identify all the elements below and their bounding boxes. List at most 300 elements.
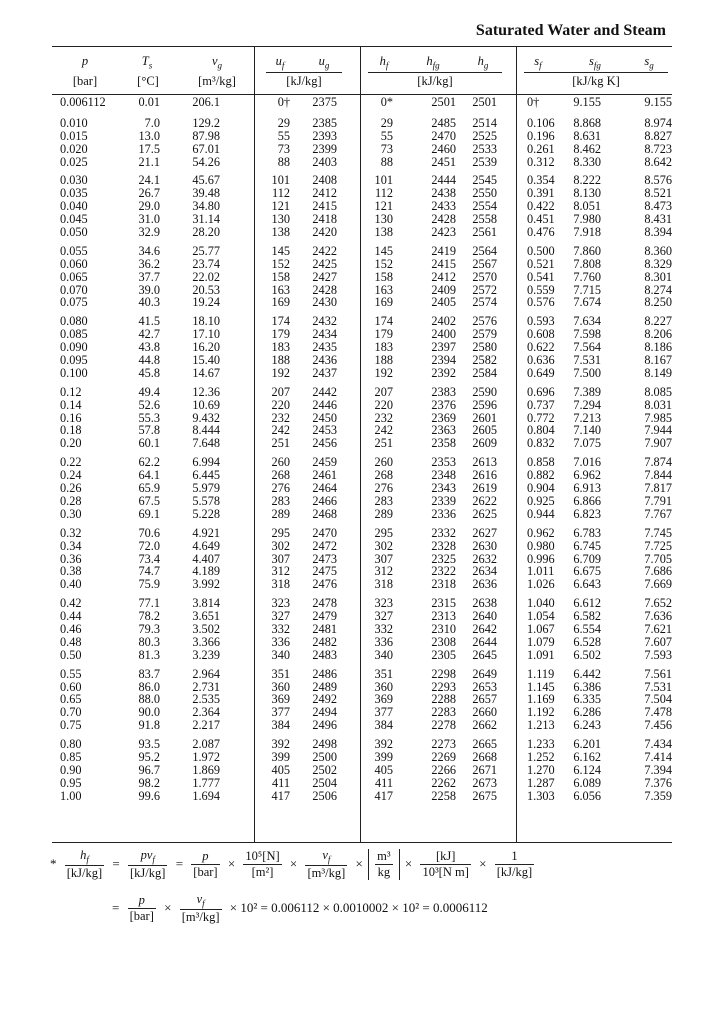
cell-hg: 2567 <box>472 256 497 271</box>
page-title: Saturated Water and Steam <box>475 22 666 39</box>
cell-hg: 2580 <box>472 340 497 355</box>
cell-vg: 54.26 <box>192 154 220 169</box>
cell-p: 0.65 <box>60 692 82 707</box>
cell-p: 0.090 <box>60 340 88 355</box>
cell-hg: 2627 <box>472 525 497 540</box>
cell-hfg: 2273 <box>431 737 456 752</box>
cell-ug: 2492 <box>312 692 337 707</box>
cell-uf: 392 <box>271 737 290 752</box>
cell-hg: 2657 <box>472 692 497 707</box>
cell-ts: 65.9 <box>138 481 160 496</box>
cell-sfg: 7.598 <box>573 327 601 342</box>
cell-uf: 192 <box>271 365 290 380</box>
cell-ts: 91.8 <box>138 718 160 733</box>
cell-sfg: 6.709 <box>573 551 601 566</box>
cell-sf: 1.192 <box>527 705 555 720</box>
cell-sfg: 8.130 <box>573 186 601 201</box>
cell-ug: 2403 <box>312 154 337 169</box>
cell-p: 0.20 <box>60 436 82 451</box>
cell-sg: 8.473 <box>644 199 672 214</box>
cell-p: 0.75 <box>60 718 82 733</box>
cell-ts: 70.6 <box>138 525 160 540</box>
table-row <box>52 96 672 109</box>
cell-sg: 7.705 <box>644 551 672 566</box>
cell-p: 1.00 <box>60 788 82 803</box>
cell-uf: 251 <box>271 436 290 451</box>
cell-vg: 12.36 <box>192 384 220 399</box>
cell-sfg: 6.201 <box>573 737 601 752</box>
cell-uf: 188 <box>271 353 290 368</box>
cell-sfg: 6.442 <box>573 666 601 681</box>
cell-sg: 7.745 <box>644 525 672 540</box>
cell-uf: 101 <box>271 173 290 188</box>
cell-vg: 4.649 <box>192 538 220 553</box>
cell-hf: 101 <box>374 173 393 188</box>
cell-hfg: 2402 <box>431 314 456 329</box>
cell-sfg: 8.868 <box>573 115 601 130</box>
cell-hf: 163 <box>374 282 393 297</box>
cell-vg: 1.777 <box>192 775 220 790</box>
cell-ts: 24.1 <box>138 173 160 188</box>
cell-vg: 19.24 <box>192 295 220 310</box>
cell-hfg: 2394 <box>431 353 456 368</box>
cell-ts: 98.2 <box>138 775 160 790</box>
cell-ts: 77.1 <box>138 596 160 611</box>
cell-uf: 307 <box>271 551 290 566</box>
frac-ten5: $\frac{\text{10⁵[N]}}{\text{[m²]}}$ <box>245 848 280 879</box>
footnote-line-1: * $\frac{h_f}{[kJ/kg]}$ = $\frac{pv_f}{[kJ/kg]}$ = $\frac{p}{\text{[bar]}}$ × $\frac{\text{10⁵[N]}}{\text{[m²]}}$ × $\frac{v_f}{\text{[m³/kg]}}$ × $\frac{\text{m³}}{kg}$ × $\frac{[kJ]}{\text{10³[N m]}}$ × $\frac{1}{[kJ/kg]}$ <box>50 848 533 880</box>
cell-ug: 2476 <box>312 577 337 592</box>
cell-sg: 7.359 <box>644 788 672 803</box>
table-bottom-rule <box>52 842 672 843</box>
cell-ts: 86.0 <box>138 679 160 694</box>
cell-ts: 37.7 <box>138 269 160 284</box>
cell-ts: 41.5 <box>138 314 160 329</box>
cell-ts: 74.7 <box>138 564 160 579</box>
cell-uf: 411 <box>272 775 290 790</box>
cell-sfg: 6.286 <box>573 705 601 720</box>
cell-p: 0.020 <box>60 141 88 156</box>
cell-vg: 6.445 <box>192 468 220 483</box>
cell-hfg: 2336 <box>431 506 456 521</box>
header-s-span <box>524 54 668 73</box>
cell-hf: 192 <box>374 365 393 380</box>
cell-hfg: 2444 <box>431 173 456 188</box>
cell-hfg: 2353 <box>431 455 456 470</box>
table-row <box>52 271 672 284</box>
footnote-result: × 10² = 0.006112 × 0.0010002 × 10² = 0.0006112 <box>229 900 488 916</box>
cell-sg: 7.636 <box>644 609 672 624</box>
table-row <box>52 527 672 540</box>
cell-uf: 55 <box>277 128 290 143</box>
table-row <box>52 354 672 367</box>
cell-ts: 52.6 <box>138 397 160 412</box>
cell-hfg: 2415 <box>431 256 456 271</box>
table-row <box>52 143 672 156</box>
cell-vg: 34.80 <box>192 199 220 214</box>
header-p: p <box>81 54 89 68</box>
cell-ts: 72.0 <box>138 538 160 553</box>
cell-uf: 29 <box>277 115 290 130</box>
cell-ug: 2435 <box>312 340 337 355</box>
cell-hf: 0* <box>380 95 393 109</box>
cell-hfg: 2283 <box>431 705 456 720</box>
cell-p: 0.80 <box>60 737 82 752</box>
cell-uf: 318 <box>271 577 290 592</box>
cell-sfg: 8.051 <box>573 199 601 214</box>
cell-uf: 130 <box>271 212 290 227</box>
cell-hfg: 2269 <box>431 749 456 764</box>
cell-sf: 0.261 <box>527 141 555 156</box>
cell-ts: 0.01 <box>138 95 160 109</box>
header-ts-unit: [°C] <box>137 74 159 88</box>
cell-ts: 60.1 <box>138 436 160 451</box>
cell-ug: 2464 <box>312 481 337 496</box>
cell-uf: 145 <box>271 243 290 258</box>
cell-hf: 55 <box>380 128 393 143</box>
cell-ug: 2486 <box>312 666 337 681</box>
cell-hg: 2636 <box>472 577 497 592</box>
cell-vg: 25.77 <box>192 243 220 258</box>
cell-sg: 8.206 <box>644 327 672 342</box>
cell-ts: 17.5 <box>138 141 160 156</box>
header-hfg: $h_{fg}$ <box>426 54 440 71</box>
cell-hf: 174 <box>374 314 393 329</box>
cell-sfg: 7.500 <box>573 365 601 380</box>
cell-sg: 8.394 <box>644 225 672 240</box>
cell-uf: 360 <box>271 679 290 694</box>
cell-vg: 2.964 <box>192 666 220 681</box>
cell-hf: 183 <box>374 340 393 355</box>
cell-p: 0.100 <box>60 365 88 380</box>
table-row <box>52 751 672 764</box>
table-row <box>52 245 672 258</box>
cell-hfg: 2325 <box>431 551 456 566</box>
cell-sf: 0.354 <box>527 173 555 188</box>
cell-hg: 2574 <box>472 295 497 310</box>
cell-ug: 2481 <box>312 621 337 636</box>
cell-hfg: 2409 <box>431 282 456 297</box>
cell-sg: 7.414 <box>644 749 672 764</box>
cell-sg: 7.944 <box>644 423 672 438</box>
cell-p: 0.32 <box>60 525 82 540</box>
cell-sfg: 6.056 <box>573 788 601 803</box>
cell-uf: 121 <box>271 199 290 214</box>
cell-hfg: 2258 <box>431 788 456 803</box>
cell-hf: 88 <box>380 154 393 169</box>
cell-sf: 0.904 <box>527 481 555 496</box>
cell-sg: 8.085 <box>644 384 672 399</box>
cell-ug: 2475 <box>312 564 337 579</box>
cell-ts: 55.3 <box>138 410 160 425</box>
cell-sf: 0.391 <box>527 186 555 201</box>
cell-hfg: 2433 <box>431 199 456 214</box>
cell-hfg: 2419 <box>431 243 456 258</box>
cell-p: 0.006112 <box>60 95 106 109</box>
cell-p: 0.050 <box>60 225 88 240</box>
cell-hf: 302 <box>374 538 393 553</box>
cell-ts: 45.8 <box>138 365 160 380</box>
cell-ts: 62.2 <box>138 455 160 470</box>
footnote-line-2: = $\frac{p}{\text{[bar]}}$ × $\frac{v_f}{\text{[m³/kg]}}$ × 10² = 0.006112 × 0.0010002 × 10² = 0.0006112 <box>112 892 488 924</box>
cell-ts: 26.7 <box>138 186 160 201</box>
cell-hfg: 2310 <box>431 621 456 636</box>
header-hg: $h_g$ <box>477 54 489 71</box>
cell-sf: 1.067 <box>527 621 555 636</box>
cell-hg: 2576 <box>472 314 497 329</box>
cell-hf: 417 <box>374 788 393 803</box>
cell-p: 0.28 <box>60 493 82 508</box>
cell-sf: 1.270 <box>527 762 555 777</box>
cell-hf: 289 <box>374 506 393 521</box>
cell-sfg: 6.913 <box>573 481 601 496</box>
header-u-unit: [kJ/kg] <box>286 74 322 88</box>
cell-ts: 80.3 <box>138 634 160 649</box>
header-vg-unit: [m³/kg] <box>198 74 236 88</box>
cell-sg: 8.186 <box>644 340 672 355</box>
row-group <box>52 96 672 109</box>
cell-sf: 1.011 <box>527 564 555 579</box>
cell-hf: 392 <box>374 737 393 752</box>
cell-sg: 7.791 <box>644 493 672 508</box>
cell-p: 0.34 <box>60 538 82 553</box>
cell-sg: 7.725 <box>644 538 672 553</box>
table-row <box>52 399 672 412</box>
cell-uf: 260 <box>271 455 290 470</box>
cell-ts: 29.0 <box>138 199 160 214</box>
cell-sf: 0.422 <box>527 199 555 214</box>
cell-p: 0.42 <box>60 596 82 611</box>
cell-vg: 129.2 <box>192 115 220 130</box>
cell-ug: 2498 <box>312 737 337 752</box>
table-row <box>52 386 672 399</box>
cell-hg: 2634 <box>472 564 497 579</box>
cell-sf: 1.287 <box>527 775 555 790</box>
cell-sf: 1.303 <box>527 788 555 803</box>
cell-sf: 0.500 <box>527 243 555 258</box>
cell-hg: 2632 <box>472 551 497 566</box>
cell-ts: 75.9 <box>138 577 160 592</box>
cell-hg: 2665 <box>472 737 497 752</box>
cell-sg: 7.817 <box>644 481 672 496</box>
cell-sf: 0.451 <box>527 212 555 227</box>
cell-sf: 1.091 <box>527 647 555 662</box>
cell-hf: 307 <box>374 551 393 566</box>
cell-p: 0.24 <box>60 468 82 483</box>
cell-p: 0.045 <box>60 212 88 227</box>
frac-vf-2: $\frac{v_f}{\text{[m³/kg]}}$ <box>181 892 220 924</box>
cell-ug: 2375 <box>312 95 337 109</box>
cell-hg: 2622 <box>472 493 497 508</box>
cell-vg: 6.994 <box>192 455 220 470</box>
cell-ug: 2422 <box>312 243 337 258</box>
cell-sfg: 6.554 <box>573 621 601 636</box>
cell-sf: 1.079 <box>527 634 555 649</box>
row-group <box>52 456 672 520</box>
cell-uf: 405 <box>271 762 290 777</box>
cell-uf: 369 <box>271 692 290 707</box>
cell-p: 0.12 <box>60 384 82 399</box>
cell-hfg: 2339 <box>431 493 456 508</box>
cell-hfg: 2288 <box>431 692 456 707</box>
table-row <box>52 540 672 553</box>
header-sf: $s_f$ <box>534 54 542 71</box>
cell-hfg: 2308 <box>431 634 456 649</box>
cell-uf: 112 <box>272 186 290 201</box>
cell-sfg: 6.386 <box>573 679 601 694</box>
cell-ts: 31.0 <box>138 212 160 227</box>
cell-p: 0.44 <box>60 609 82 624</box>
cell-vg: 3.992 <box>192 577 220 592</box>
cell-ug: 2461 <box>312 468 337 483</box>
cell-uf: 327 <box>271 609 290 624</box>
cell-sf: 0.312 <box>527 154 555 169</box>
cell-hfg: 2318 <box>431 577 456 592</box>
cell-p: 0.16 <box>60 410 82 425</box>
cell-ts: 34.6 <box>138 243 160 258</box>
cell-ts: 81.3 <box>138 647 160 662</box>
cell-hf: 73 <box>380 141 393 156</box>
cell-ug: 2506 <box>312 788 337 803</box>
cell-sf: 0.476 <box>527 225 555 240</box>
cell-ug: 2466 <box>312 493 337 508</box>
cell-vg: 5.228 <box>192 506 220 521</box>
cell-sfg: 7.918 <box>573 225 601 240</box>
cell-ug: 2482 <box>312 634 337 649</box>
cell-sg: 8.974 <box>644 115 672 130</box>
cell-hf: 323 <box>374 596 393 611</box>
cell-hf: 242 <box>374 423 393 438</box>
cell-hf: 179 <box>374 327 393 342</box>
cell-hfg: 2369 <box>431 410 456 425</box>
cell-vg: 2.535 <box>192 692 220 707</box>
cell-hf: 207 <box>374 384 393 399</box>
cell-uf: 289 <box>271 506 290 521</box>
cell-sfg: 7.860 <box>573 243 601 258</box>
cell-sfg: 7.213 <box>573 410 601 425</box>
cell-sg: 7.874 <box>644 455 672 470</box>
cell-hf: 377 <box>374 705 393 720</box>
cell-vg: 39.48 <box>192 186 220 201</box>
frac-p: $\frac{p}{\text{[bar]}}$ <box>193 848 218 879</box>
cell-p: 0.40 <box>60 577 82 592</box>
cell-p: 0.50 <box>60 647 82 662</box>
cell-sf: 0.832 <box>527 436 555 451</box>
table-top-rule <box>52 46 672 47</box>
cell-hfg: 2501 <box>431 95 456 109</box>
cell-uf: 276 <box>271 481 290 496</box>
cell-sfg: 8.462 <box>573 141 601 156</box>
cell-hfg: 2460 <box>431 141 456 156</box>
cell-p: 0.46 <box>60 621 82 636</box>
cell-hg: 2582 <box>472 353 497 368</box>
cell-hg: 2596 <box>472 397 497 412</box>
header-p-unit: [bar] <box>72 74 98 88</box>
cell-ug: 2473 <box>312 551 337 566</box>
cell-hf: 360 <box>374 679 393 694</box>
cell-uf: 323 <box>271 596 290 611</box>
cell-hfg: 2322 <box>431 564 456 579</box>
cell-sfg: 7.016 <box>573 455 601 470</box>
cell-sf: 0.696 <box>527 384 555 399</box>
cell-sg: 8.031 <box>644 397 672 412</box>
cell-ug: 2399 <box>312 141 337 156</box>
header-ug: $u_g$ <box>318 54 330 71</box>
cell-ts: 57.8 <box>138 423 160 438</box>
cell-ts: 83.7 <box>138 666 160 681</box>
cell-hf: 130 <box>374 212 393 227</box>
cell-sg: 8.329 <box>644 256 672 271</box>
cell-p: 0.025 <box>60 154 88 169</box>
table-row <box>52 226 672 239</box>
cell-hg: 2564 <box>472 243 497 258</box>
cell-hg: 2660 <box>472 705 497 720</box>
cell-p: 0.070 <box>60 282 88 297</box>
cell-hg: 2613 <box>472 455 497 470</box>
cell-p: 0.065 <box>60 269 88 284</box>
cell-hf: 283 <box>374 493 393 508</box>
cell-vg: 1.972 <box>192 749 220 764</box>
cell-ts: 90.0 <box>138 705 160 720</box>
cell-sfg: 7.674 <box>573 295 601 310</box>
cell-uf: 174 <box>271 314 290 329</box>
cell-hfg: 2400 <box>431 327 456 342</box>
cell-ug: 2434 <box>312 327 337 342</box>
cell-sg: 7.478 <box>644 705 672 720</box>
cell-hfg: 2328 <box>431 538 456 553</box>
cell-p: 0.030 <box>60 173 88 188</box>
cell-vg: 10.69 <box>192 397 220 412</box>
cell-hfg: 2293 <box>431 679 456 694</box>
cell-ug: 2427 <box>312 269 337 284</box>
cell-hfg: 2438 <box>431 186 456 201</box>
frac-one: $\frac{1}{[kJ/kg]}$ <box>496 848 533 879</box>
cell-uf: 152 <box>271 256 290 271</box>
cell-sf: 0.858 <box>527 455 555 470</box>
cell-ts: 73.4 <box>138 551 160 566</box>
cell-sf: 0.106 <box>527 115 555 130</box>
cell-vg: 4.407 <box>192 551 220 566</box>
cell-hg: 2601 <box>472 410 497 425</box>
cell-hf: 312 <box>374 564 393 579</box>
cell-vg: 3.651 <box>192 609 220 624</box>
cell-vg: 4.921 <box>192 525 220 540</box>
cell-sg: 7.504 <box>644 692 672 707</box>
cell-hf: 268 <box>374 468 393 483</box>
cell-p: 0.90 <box>60 762 82 777</box>
cell-sf: 0.944 <box>527 506 555 521</box>
cell-hfg: 2332 <box>431 525 456 540</box>
cell-vg: 3.239 <box>192 647 220 662</box>
cell-p: 0.85 <box>60 749 82 764</box>
cell-ug: 2442 <box>312 384 337 399</box>
cell-hfg: 2423 <box>431 225 456 240</box>
cell-p: 0.38 <box>60 564 82 579</box>
cell-ug: 2418 <box>312 212 337 227</box>
header-sfg: $s_{fg}$ <box>589 54 601 71</box>
table-row <box>52 649 672 662</box>
cell-ug: 2425 <box>312 256 337 271</box>
table-row <box>52 764 672 777</box>
cell-sf: 0.521 <box>527 256 555 271</box>
cell-hf: 152 <box>374 256 393 271</box>
cell-hf: 121 <box>374 199 393 214</box>
cell-vg: 28.20 <box>192 225 220 240</box>
cell-hf: 351 <box>374 666 393 681</box>
cell-hfg: 2383 <box>431 384 456 399</box>
cell-p: 0.36 <box>60 551 82 566</box>
table-row <box>52 578 672 591</box>
